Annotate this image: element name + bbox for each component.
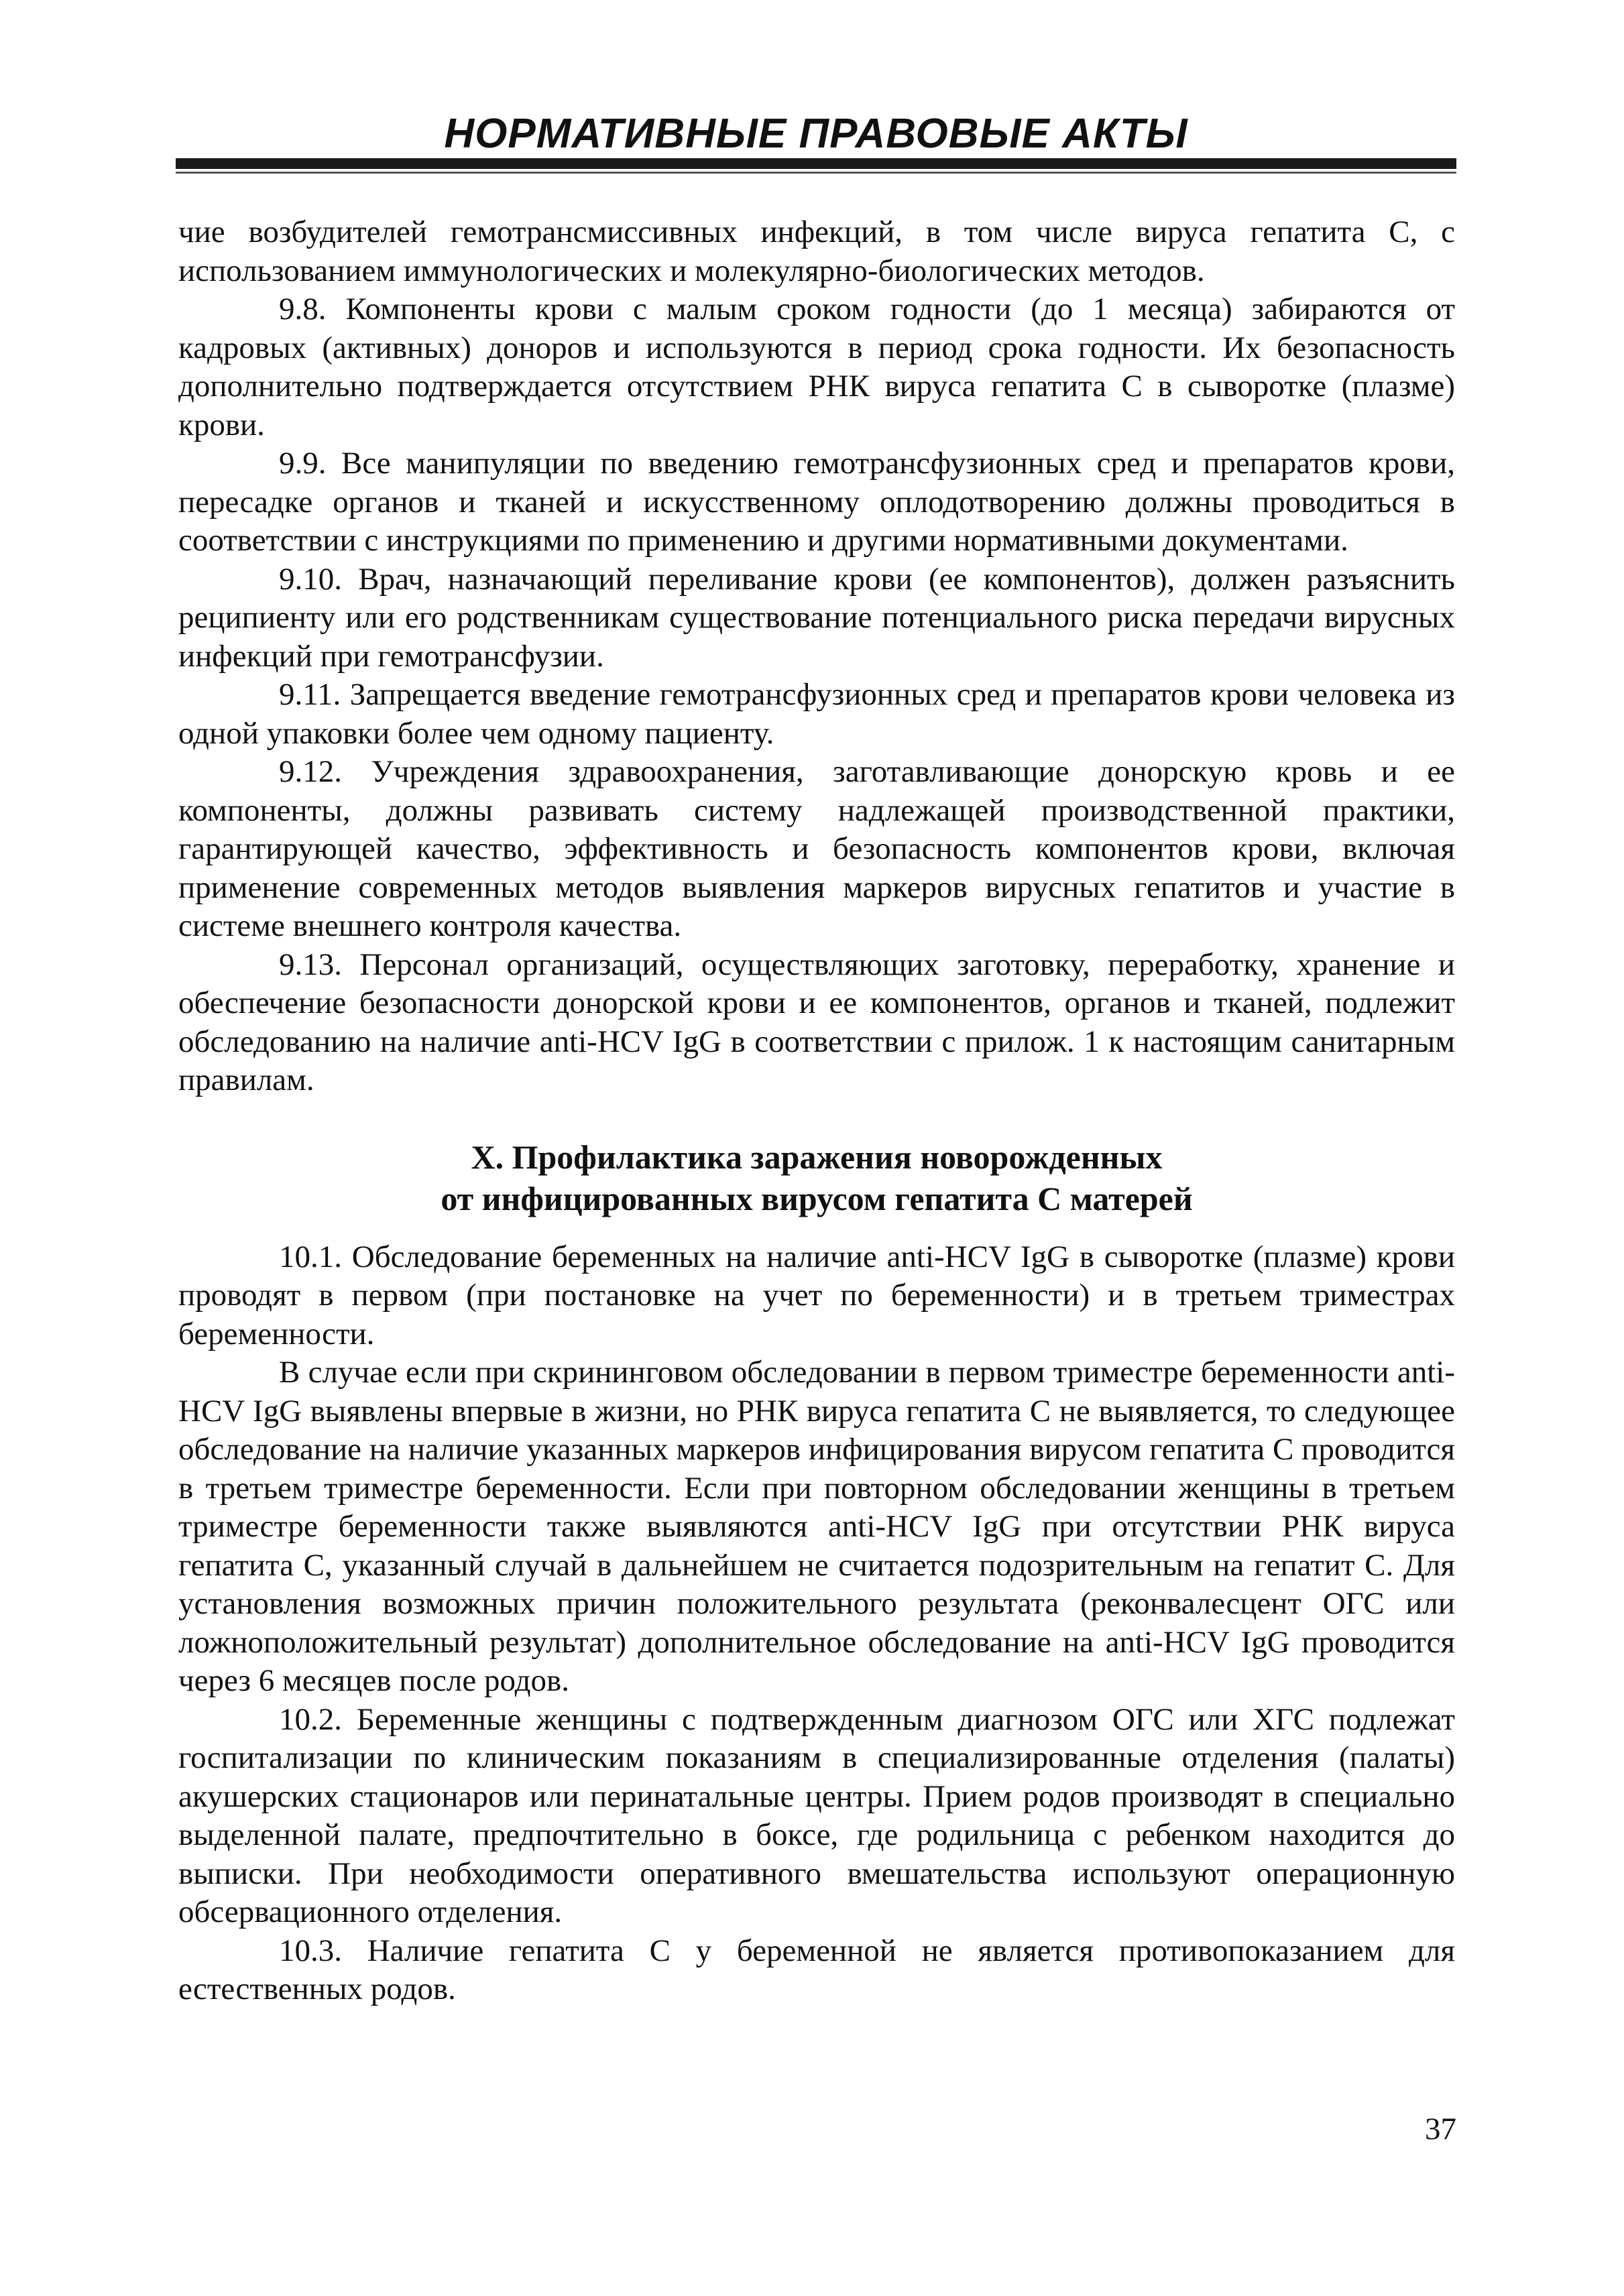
paragraph-9-10: 9.10. Врач, назначающий переливание крови (ее компонентов), должен разъяснить реципиенту или его родственникам существование потенциального риска передачи вирусных инфекций при гемотрансфузии. — [178, 561, 1455, 674]
paragraph-9-11: 9.11. Запрещается введение гемотрансфузионных сред и препаратов крови человека из одной упаковки более чем одному пациенту. — [178, 677, 1455, 751]
paragraph-9-8: 9.8. Компоненты крови с малым сроком годности (до 1 месяца) забираются от кадровых (активных) доноров и используются в период срока годности. Их безопасность дополнительно подтверждается отсутствием РНК вируса гепатита С в сыворотке (плазме) крови. — [178, 292, 1455, 442]
paragraph-10-1-case: В случае если при скрининговом обследовании в первом триместре беременности anti-HCV IgG выявлены впервые в жизни, но РНК вируса гепатита С не выявляется, то следующее обследование на наличие указанных маркеров инфицирования вирусом гепатита С проводится в третьем триместре беременности. Если при повторном обследовании женщины в третьем триместре беременности также выявляются anti-HCV IgG при отсутствии РНК вируса гепатита С, указанный случай в дальнейшем не считается подозрительным на гепатит С. Для установления возможных причин положительного результата (реконвалесцент ОГС или ложноположительный результат) дополнительное обследование на anti-HCV IgG проводится через 6 месяцев после родов. — [178, 1355, 1455, 1698]
section-title — [178, 1136, 1455, 1219]
running-header: НОРМАТИВНЫЕ ПРАВОВЫЕ АКТЫ — [444, 111, 1188, 157]
paragraph-continuation: чие возбудителей гемотрансмиссивных инфекций, в том числе вируса гепатита С, с использованием иммунологических и молекулярно-биологических методов. — [178, 215, 1455, 288]
paragraph-10-3: 10.3. Наличие гепатита С у беременной не является противопоказанием для естественных родов. — [178, 1933, 1455, 2006]
section-title-line-2: от инфицированных вирусом гепатита С матерей — [441, 1179, 1193, 1217]
paragraph-9-13: 9.13. Персонал организаций, осуществляющих заготовку, переработку, хранение и обеспечение безопасности донорской крови и ее компонентов, органов и тканей, подлежит обследованию на наличие anti-HCV IgG в соответствии с прилож. 1 к настоящим санитарным правилам. — [178, 947, 1455, 1097]
header-rule-thick — [176, 158, 1456, 169]
paragraph-10-2: 10.2. Беременные женщины с подтвержденным диагнозом ОГС или ХГС подлежат госпитализации по клиническим показаниям в специализированные отделения (палаты) акушерских стационаров или перинатальные центры. Прием родов производят в специально выделенной палате, предпочтительно в боксе, где родильница с ребенком находится до выписки. При необходимости оперативного вмешательства используют операционную обсервационного отделения. — [178, 1701, 1455, 1929]
section-title-line-1: X. Профилактика заражения новорожденных — [471, 1138, 1163, 1176]
paragraph-9-9: 9.9. Все манипуляции по введению гемотрансфузионных сред и препаратов крови, пересадке органов и тканей и искусственному оплодотворению должны проводиться в соответствии с инструкциями по применению и другими нормативными документами. — [178, 446, 1455, 558]
header-rule-thin — [176, 172, 1456, 174]
paragraph-9-12: 9.12. Учреждения здравоохранения, заготавливающие донорскую кровь и ее компоненты, должны развивать систему надлежащей производственной практики, гарантирующей качество, эффективность и безопасность компонентов крови, включая применение современных методов выявления маркеров вирусных гепатитов и участие в системе внешнего контроля качества. — [178, 754, 1455, 943]
paragraph-10-1: 10.1. Обследование беременных на наличие anti-HCV IgG в сыворотке (плазме) крови проводят в первом (при постановке на учет по беременности) и в третьем триместрах беременности. — [178, 1239, 1455, 1351]
page-number: 37 — [1425, 2112, 1456, 2147]
body-text — [178, 213, 1455, 2009]
